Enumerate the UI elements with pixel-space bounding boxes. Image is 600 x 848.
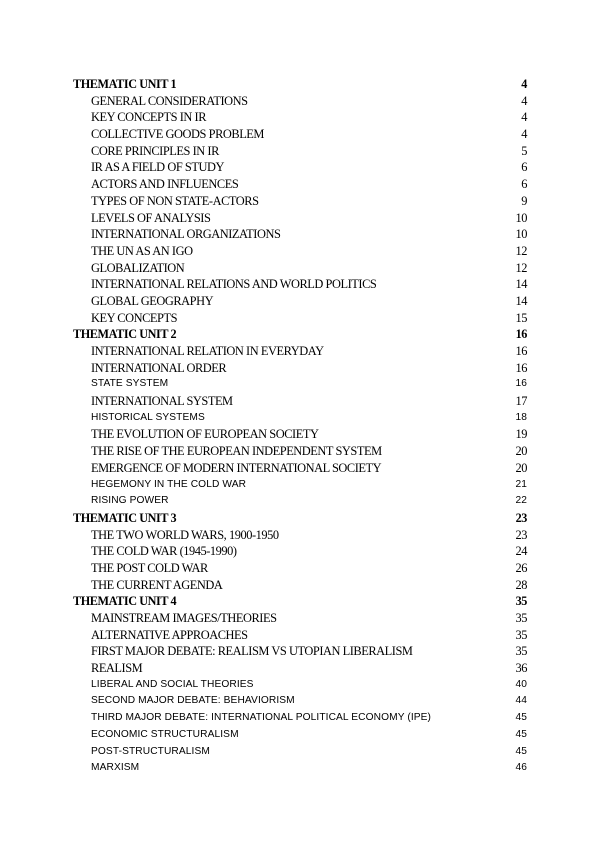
entry-title: THE CURRENT AGENDA	[91, 577, 223, 592]
entry-page-number: 16	[515, 360, 527, 375]
entry-title: THE EVOLUTION OF EUROPEAN SOCIETY	[91, 427, 319, 442]
toc-unit-row[interactable]	[73, 593, 527, 610]
entry-title: POST-STRUCTURALISM	[91, 745, 210, 757]
entry-title: INTERNATIONAL RELATION IN EVERYDAY	[91, 344, 324, 358]
entry-page-number: 14	[515, 293, 527, 308]
entry-title: HEGEMONY IN THE COLD WAR	[91, 478, 247, 490]
entry-title: LEVELS OF ANALYSIS	[91, 210, 211, 225]
toc-entry-row[interactable]	[73, 93, 527, 110]
entry-title: KEY CONCEPTS	[91, 310, 178, 325]
entry-page-number: 18	[515, 411, 527, 423]
entry-title: RISING POWER	[91, 495, 169, 507]
toc-entry-row[interactable]	[73, 543, 527, 560]
toc-entry-row[interactable]	[73, 460, 527, 477]
toc-entry-row[interactable]	[73, 343, 527, 360]
entry-page-number: 35	[515, 644, 527, 659]
entry-page-number: 45	[515, 745, 527, 757]
entry-page-number: 46	[515, 762, 527, 774]
entry-title: THE RISE OF THE EUROPEAN INDEPENDENT SYSTEM	[91, 444, 382, 459]
entry-page-number: 26	[515, 560, 527, 575]
toc-unit-row[interactable]	[73, 76, 527, 93]
toc-entry-row[interactable]	[73, 360, 527, 377]
entry-title: HISTORICAL SYSTEMS	[91, 411, 205, 423]
toc-entry-row[interactable]	[73, 443, 527, 460]
entry-title: INTERNATIONAL ORGANIZATIONS	[91, 227, 281, 242]
entry-page-number: 6	[521, 160, 527, 175]
unit-title: THEMATIC UNIT 2	[73, 327, 177, 342]
entry-title: ALTERNATIVE APPROACHES	[91, 627, 248, 642]
entry-title: ECONOMIC STRUCTURALISM	[91, 728, 239, 740]
entry-page-number: 16	[515, 378, 527, 390]
entry-title: MAINSTREAM IMAGES/THEORIES	[91, 611, 277, 625]
toc-entry-row[interactable]	[73, 126, 527, 143]
toc-entry-row[interactable]	[73, 577, 527, 594]
toc-entry-row[interactable]	[73, 744, 527, 761]
toc-entry-row[interactable]	[73, 293, 527, 310]
unit-page-number: 35	[515, 594, 527, 609]
toc-entry-row[interactable]	[73, 243, 527, 260]
toc-entry-row[interactable]	[73, 193, 527, 210]
toc-entry-row[interactable]	[73, 210, 527, 227]
entry-title: KEY CONCEPTS IN IR	[91, 110, 207, 125]
toc-entry-row[interactable]	[73, 310, 527, 327]
entry-page-number: 40	[515, 678, 527, 690]
entry-page-number: 10	[515, 210, 527, 225]
entry-page-number: 14	[515, 277, 527, 292]
entry-title: REALISM	[91, 661, 143, 676]
entry-page-number: 16	[515, 344, 527, 358]
entry-title: ACTORS AND INFLUENCES	[91, 177, 239, 192]
toc-entry-row[interactable]	[73, 226, 527, 243]
entry-page-number: 19	[515, 427, 527, 442]
toc-entry-row[interactable]	[73, 493, 527, 510]
entry-page-number: 4	[521, 93, 527, 108]
toc-entry-row[interactable]	[73, 260, 527, 277]
toc-entry-row[interactable]	[73, 410, 527, 427]
entry-title: THE COLD WAR (1945-1990)	[91, 544, 237, 559]
entry-page-number: 12	[515, 243, 527, 258]
entry-title: THIRD MAJOR DEBATE: INTERNATIONAL POLITICAL ECONOMY (IPE)	[91, 712, 432, 724]
toc-entry-row[interactable]	[73, 710, 527, 727]
entry-title: THE POST COLD WAR	[91, 560, 208, 575]
entry-page-number: 20	[515, 460, 527, 475]
entry-title: EMERGENCE OF MODERN INTERNATIONAL SOCIETY	[91, 460, 382, 475]
unit-title: THEMATIC UNIT 4	[73, 594, 177, 609]
entry-page-number: 22	[515, 495, 527, 507]
entry-title: SECOND MAJOR DEBATE: BEHAVIORISM	[91, 695, 295, 707]
toc-entry-row[interactable]	[73, 477, 527, 494]
entry-page-number: 28	[515, 577, 527, 592]
toc-entry-row[interactable]	[73, 176, 527, 193]
toc-entry-row[interactable]	[73, 143, 527, 160]
entry-page-number: 20	[515, 444, 527, 459]
toc-entry-row[interactable]	[73, 660, 527, 677]
unit-page-number: 23	[515, 510, 527, 525]
entry-title: LIBERAL AND SOCIAL THEORIES	[91, 678, 254, 690]
entry-page-number: 23	[515, 527, 527, 542]
unit-title: THEMATIC UNIT 3	[73, 510, 177, 525]
entry-page-number: 4	[521, 110, 527, 125]
entry-title: FIRST MAJOR DEBATE: REALISM VS UTOPIAN LIBERALISM	[91, 644, 413, 659]
entry-title: GLOBAL GEOGRAPHY	[91, 293, 214, 308]
unit-page-number: 16	[515, 327, 527, 342]
entry-title: CORE PRINCIPLES IN IR	[91, 143, 219, 158]
toc-entry-row[interactable]	[73, 527, 527, 544]
entry-title: IR AS A FIELD OF STUDY	[91, 160, 224, 175]
entry-page-number: 12	[515, 260, 527, 275]
entry-title: MARXISM	[91, 762, 140, 774]
entry-title: COLLECTIVE GOODS PROBLEM	[91, 127, 264, 142]
toc-entry-row[interactable]	[73, 159, 527, 176]
entry-title: INTERNATIONAL ORDER	[91, 360, 227, 375]
toc-entry-row[interactable]	[73, 560, 527, 577]
entry-page-number: 9	[521, 193, 527, 208]
toc-unit-row[interactable]	[73, 510, 527, 527]
entry-title: GENERAL CONSIDERATIONS	[91, 93, 248, 108]
entry-page-number: 24	[515, 544, 527, 559]
unit-title: THEMATIC UNIT 1	[73, 77, 177, 91]
toc-entry-row[interactable]	[73, 610, 527, 627]
entry-page-number: 6	[521, 177, 527, 192]
unit-page-number: 4	[521, 77, 527, 91]
toc-entry-row[interactable]	[73, 276, 527, 293]
entry-page-number: 21	[515, 478, 527, 490]
entry-page-number: 35	[515, 627, 527, 642]
entry-page-number: 45	[515, 728, 527, 740]
toc-entry-row[interactable]	[73, 727, 527, 744]
table-of-contents	[73, 76, 527, 777]
entry-title: TYPES OF NON STATE-ACTORS	[91, 193, 259, 208]
entry-title: INTERNATIONAL RELATIONS AND WORLD POLITICS	[91, 277, 377, 292]
toc-entry-row[interactable]	[73, 643, 527, 660]
toc-entry-row[interactable]	[73, 627, 527, 644]
entry-page-number: 4	[521, 127, 527, 142]
entry-title: GLOBALIZATION	[91, 260, 185, 275]
entry-page-number: 44	[515, 695, 527, 707]
entry-title: THE TWO WORLD WARS, 1900-1950	[91, 527, 279, 542]
toc-unit-row[interactable]	[73, 326, 527, 343]
toc-entry-row[interactable]	[73, 760, 527, 777]
entry-page-number: 17	[515, 394, 527, 409]
entry-page-number: 45	[515, 712, 527, 724]
entry-title: STATE SYSTEM	[91, 378, 169, 390]
toc-entry-row[interactable]	[73, 426, 527, 443]
entry-title: INTERNATIONAL SYSTEM	[91, 394, 233, 409]
entry-page-number: 35	[515, 611, 527, 625]
toc-entry-row[interactable]	[73, 393, 527, 410]
entry-page-number: 10	[515, 227, 527, 242]
entry-page-number: 15	[515, 310, 527, 325]
entry-page-number: 5	[521, 143, 527, 158]
entry-page-number: 36	[515, 661, 527, 676]
toc-entry-row[interactable]	[73, 693, 527, 710]
toc-entry-row[interactable]	[73, 677, 527, 694]
toc-entry-row[interactable]	[73, 376, 527, 393]
entry-title: THE UN AS AN IGO	[91, 243, 193, 258]
toc-entry-row[interactable]	[73, 109, 527, 126]
